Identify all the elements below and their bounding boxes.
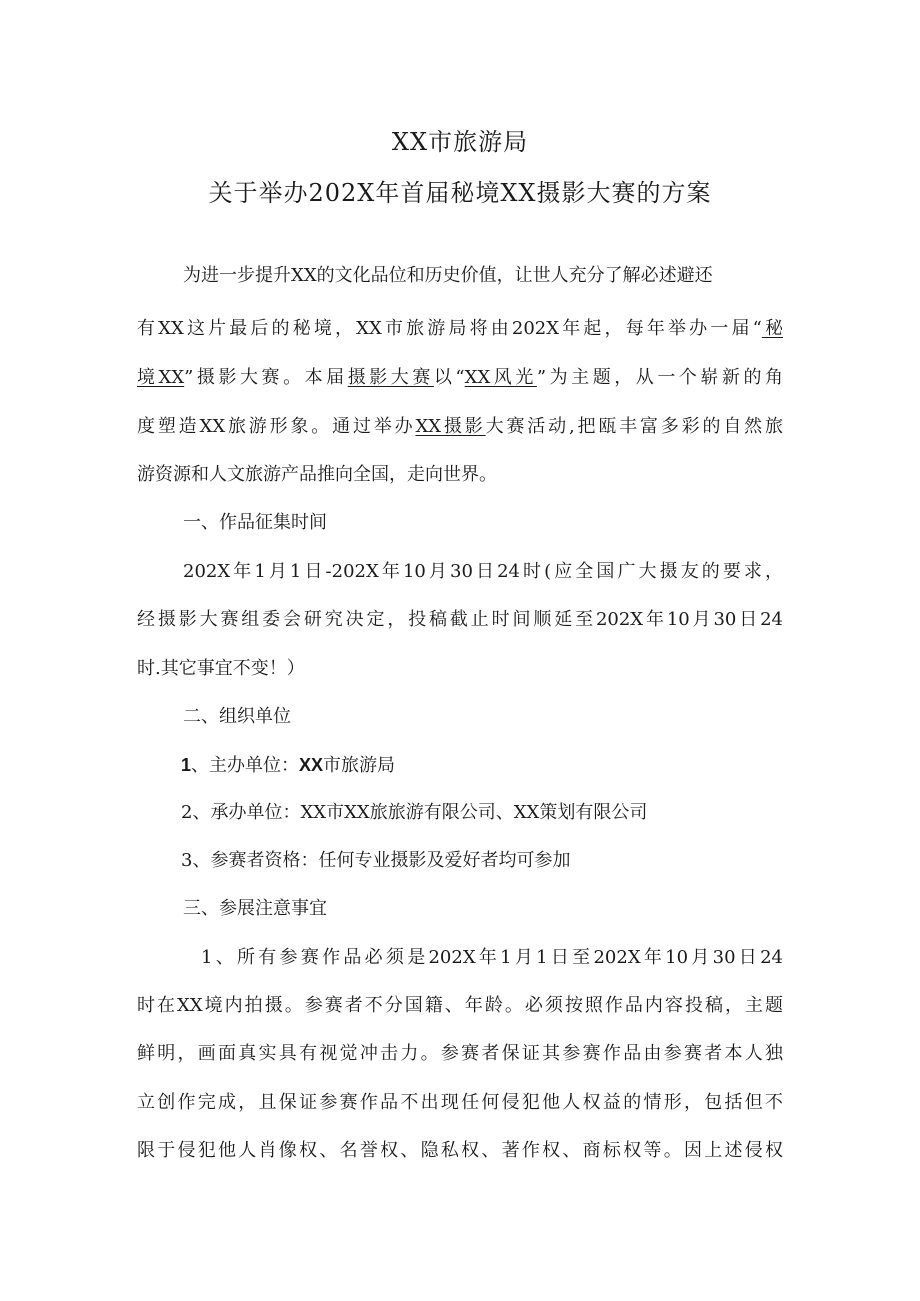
item-text: 市旅游局 [323, 755, 396, 776]
intro-underlined-phrase: 秘 [761, 318, 783, 339]
intro-line-2-text: 有XX这片最后的秘境，XX市旅游局将由202X年起，每年举办一届“ [137, 318, 762, 339]
section1-line-1: 202X年1月1日-202X年10月30日24时(应全国广大摄友的要求， [183, 561, 783, 582]
section2-item-3: 3、参赛者资格：任何专业摄影及爱好者均可参加 [181, 850, 571, 871]
section3-line-4: 立创作完成，且保证参赛作品不出现任何侵犯他人权益的情形，包括但不 [137, 1092, 783, 1113]
intro-line-3-text: ”为主题，从一个崭新的角 [536, 367, 784, 388]
section1-line-3: 时.其它事宜不变！） [137, 658, 305, 679]
item-text: 、主办单位： [191, 755, 300, 776]
intro-underlined-phrase: 摄影大赛 [347, 367, 434, 388]
section3-line-2: 时在XX境内拍摄。参赛者不分国籍、年龄。必须按照作品内容投稿，主题 [137, 995, 783, 1016]
section3-line-5: 限于侵犯他人肖像权、名誉权、隐私权、著作权、商标权等。因上述侵权 [137, 1140, 783, 1161]
section3-line-1: 1、所有参赛作品必须是202X年1月1日至202X年10月30日24 [201, 947, 783, 968]
item-text-bold: XX [299, 755, 324, 775]
intro-line-2 [137, 317, 783, 341]
section2-item-2: 2、承办单位：XX市XX旅旅游有限公司、XX策划有限公司 [181, 802, 648, 823]
section3-line-3: 鲜明，画面真实具有视觉冲击力。参赛者保证其参赛作品由参赛者本人独 [137, 1043, 783, 1064]
intro-line-1: 为进一步提升XX的文化品位和历史价值，让世人充分了解必述避还 [183, 265, 713, 286]
intro-underlined-phrase: XX风光 [464, 367, 537, 388]
intro-line-3 [137, 366, 783, 390]
section1-line-2: 经摄影大赛组委会研究决定，投稿截止时间顺延至202X年10月30日24 [137, 609, 783, 630]
intro-line-5: 游资源和人文旅游产品推向全国，走向世界。 [137, 464, 497, 485]
document-title-line1: XX市旅游局 [391, 128, 529, 156]
section2-item-1 [181, 753, 395, 778]
intro-line-4-text: 度塑造XX旅游形象。通过举办 [137, 416, 416, 437]
intro-underlined-phrase: 境XX [137, 367, 185, 388]
intro-underlined-phrase: XX摄影 [415, 416, 486, 437]
intro-line-3-text: 以“ [433, 367, 465, 388]
document-title-line2: 关于举办202X年首届秘境XX摄影大赛的方案 [208, 179, 712, 207]
item-number: 1 [181, 755, 192, 775]
intro-line-4 [137, 415, 783, 439]
intro-line-3-text: ”摄影大赛。本届 [184, 367, 348, 388]
section1-heading: 一、作品征集时间 [183, 512, 327, 533]
intro-line-4-text: 大赛活动,把瓯丰富多彩的自然旅 [485, 416, 783, 437]
section2-heading: 二、组织单位 [183, 706, 291, 727]
section3-heading: 三、参展注意事宜 [183, 898, 327, 919]
